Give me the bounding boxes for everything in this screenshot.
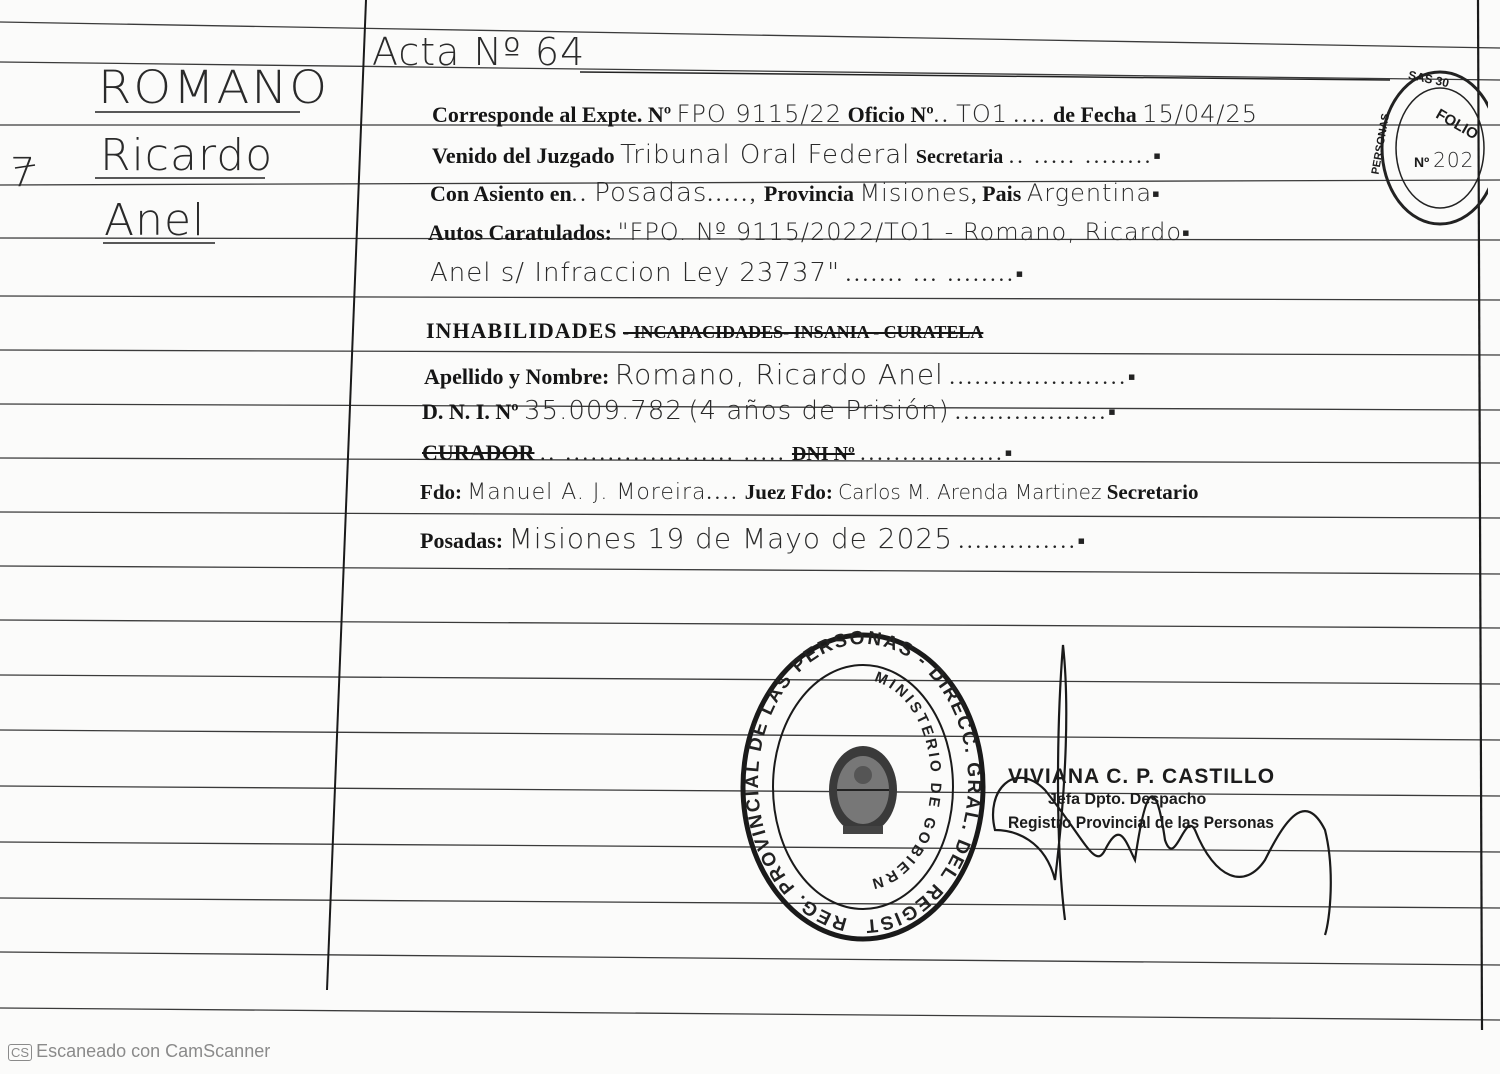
margin-number-mark: 7	[10, 150, 37, 196]
dni-label: D. N. I. Nº	[422, 399, 519, 424]
juez-label: Juez Fdo:	[744, 480, 833, 504]
margin-surname: ROMANO	[98, 61, 330, 115]
signature-block	[1008, 765, 1297, 833]
folio-number-value: 202	[1433, 148, 1475, 172]
margin-middle-name: Anel	[104, 195, 206, 246]
struck-heading: - INCAPACIDADES- INSANIA - CURATELA	[623, 322, 984, 342]
seal-inner-text: MINISTERIO DE GOBIERN	[867, 668, 945, 893]
watermark-text: Escaneado con CamScanner	[36, 1041, 271, 1061]
row-autos-2: Anel s/ Infraccion Ley 23737" ....... ... ........▪	[430, 258, 1027, 288]
fdo-value: Manuel A. J. Moreira	[467, 480, 707, 505]
folio-number-label: Nº	[1414, 154, 1430, 170]
row-juzgado: Venido del Juzgado Tribunal Oral Federal Secretaria .. ..... ........▪	[432, 140, 1165, 170]
autos-value-line2: Anel s/ Infraccion Ley 23737"	[430, 258, 841, 288]
dni-value: 35.009.782	[524, 396, 683, 426]
asiento-value: Posadas	[594, 178, 708, 208]
row-inhabilidades	[426, 318, 983, 344]
row-expediente: Corresponde al Expte. Nº FPO 9115/22 Oficio Nº.. TO1 .... de Fecha 15/04/25	[432, 100, 1258, 128]
oficio-label: Oficio Nº	[847, 102, 934, 127]
autos-value-line1: "FPO. Nº 9115/2022/TO1 - Romano, Ricardo	[617, 218, 1183, 246]
margin-first-name: Ricardo	[100, 130, 274, 181]
folio-top-text: SAS 30	[1406, 67, 1451, 91]
camscanner-logo-icon: CS	[8, 1044, 32, 1061]
folio-label: FOLIO	[1432, 105, 1482, 144]
fdo-label: Fdo:	[420, 480, 462, 504]
row-asiento: Con Asiento en.. Posadas....., Provincia Misiones, Pais Argentina▪	[430, 178, 1163, 208]
inhabilidades-label: INHABILIDADES	[426, 318, 618, 343]
provincia-label: Provincia	[763, 181, 854, 206]
juzgado-value: Tribunal Oral Federal	[620, 140, 911, 170]
fecha-label: de Fecha	[1052, 102, 1137, 127]
autos-label: Autos Caratulados:	[428, 220, 612, 245]
asiento-label: Con Asiento en	[430, 181, 572, 206]
seal-outer-text: REG. PROVINCIAL DE LAS PERSONAS - DIRECC. GRAL. DEL REGIST	[741, 630, 985, 937]
posadas-label: Posadas:	[420, 528, 504, 553]
official-seal	[738, 630, 988, 945]
row-posadas: Posadas: Misiones 19 de Mayo de 2025 ..............▪	[420, 522, 1089, 555]
posadas-value: Misiones 19 de Mayo de 2025	[508, 522, 954, 555]
signatory-title: Jefa Dpto. Despacho	[1048, 791, 1207, 808]
curador-dni-label: DNI Nº	[791, 443, 855, 465]
juez-value: Carlos M. Arenda Martinez	[838, 480, 1102, 504]
fecha-value: 15/04/25	[1142, 100, 1258, 128]
folio-left-text: PERSONAS	[1369, 112, 1393, 176]
row-dni: D. N. I. Nº 35.009.782 (4 años de Prisión) ..................▪	[422, 396, 1119, 426]
signatory-office: Registro Provincial de las Personas	[1008, 813, 1274, 832]
provincia-value: Misiones	[859, 179, 972, 207]
pais-label: Pais	[982, 181, 1022, 206]
row-firmas: Fdo: Manuel A. J. Moreira.... Juez Fdo: Carlos M. Arenda Martinez Secretario	[420, 480, 1199, 505]
row-autos: Autos Caratulados: "FPO. Nº 9115/2022/TO1 - Romano, Ricardo▪	[428, 218, 1193, 246]
curador-label: CURADOR	[422, 440, 535, 465]
dni-note: (4 años de Prisión)	[688, 396, 950, 426]
pais-value: Argentina	[1026, 179, 1153, 207]
row-apellido: Apellido y Nombre: Romano, Ricardo Anel .....................▪	[424, 358, 1139, 391]
folio-stamp	[1368, 66, 1488, 236]
acta-number: Acta Nº 64	[372, 30, 586, 74]
coat-of-arms-icon	[829, 746, 897, 834]
expte-label: Corresponde al Expte. Nº	[432, 102, 672, 127]
oficio-value: TO1	[956, 100, 1008, 128]
secretario-label: Secretario	[1106, 480, 1199, 504]
apellido-label: Apellido y Nombre:	[424, 364, 610, 389]
folio-number	[1414, 148, 1474, 172]
row-curador: CURADOR .. .................... ..... DNI Nº .................▪	[422, 440, 1016, 465]
signatory-name: VIVIANA C. P. CASTILLO	[1008, 765, 1276, 788]
secretaria-label: Secretaria	[915, 146, 1004, 168]
camscanner-watermark	[8, 1041, 270, 1062]
expte-value: FPO 9115/22	[676, 100, 843, 128]
apellido-value: Romano, Ricardo Anel	[614, 358, 944, 391]
juzgado-label: Venido del Juzgado	[432, 143, 615, 168]
